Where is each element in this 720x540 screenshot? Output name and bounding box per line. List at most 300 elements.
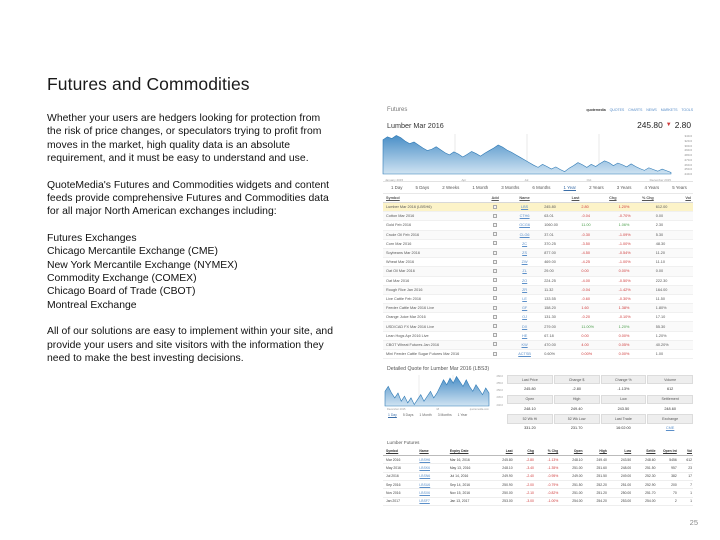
x-tick: Apr — [461, 178, 467, 182]
cell-last: 29.00 — [544, 267, 581, 276]
cell-name[interactable]: KW — [507, 340, 544, 349]
stat-value: 16:02:00 — [615, 426, 631, 431]
cell-last: 63.01 — [544, 212, 581, 221]
col-pct[interactable]: % Chg — [619, 194, 656, 203]
futures-col-chg[interactable]: Chg — [514, 447, 535, 456]
futures-cell: 245.80 — [489, 455, 513, 463]
cell-symbol: Gold Feb 2016 — [383, 221, 485, 230]
cell-symbol: Soybeans Mar 2016 — [383, 248, 485, 257]
futures-cell: 249.00 — [608, 472, 632, 480]
futures-cell: 253.00 — [608, 497, 632, 505]
mini-chart-range-selector[interactable] — [385, 411, 503, 417]
cell-volume: 11.20 — [656, 248, 693, 257]
cell-change: -4.00 — [581, 276, 618, 285]
stat-label: Change % — [601, 375, 647, 384]
detail-quote-body — [383, 375, 693, 433]
range-option-1-year[interactable]: 1 Year — [563, 185, 576, 190]
cell-name[interactable]: ZS — [507, 248, 544, 257]
futures-cell: 248.10 — [559, 455, 583, 463]
y-tick: 245.0 — [496, 396, 503, 400]
cell-percent: -0.70% — [619, 212, 656, 221]
cell-percent: -0.30% — [619, 294, 656, 303]
y-tick: 320.0 — [684, 138, 692, 143]
mini-range-option-1-month[interactable]: 1 Month — [419, 413, 432, 418]
futures-cell: 5456 — [657, 455, 678, 463]
cell-last: 0.60% — [544, 350, 581, 359]
add-checkbox[interactable] — [485, 258, 507, 267]
cell-symbol: USD/CAD FX Mar 2016 Live — [383, 322, 485, 331]
cell-symbol: Lumber Mar 2016 (LBSH6) — [383, 203, 485, 212]
y-tick: 240.0 — [496, 403, 503, 407]
main-chart-area — [383, 134, 671, 178]
cell-change: 0.00 — [581, 267, 618, 276]
table-row[interactable] — [383, 455, 693, 463]
cell-change: 2.80 — [581, 203, 618, 212]
futures-cell: -0.82% — [535, 489, 559, 497]
cell-name[interactable]: ZO — [507, 276, 544, 285]
detail-quote-title: Detailed Quote for Lumber Mar 2016 (LBS3) — [387, 366, 490, 373]
table-row[interactable] — [383, 276, 693, 285]
add-checkbox[interactable] — [485, 313, 507, 322]
futures-cell: 23 — [678, 464, 693, 472]
futures-cell: 251.60 — [584, 464, 608, 472]
futures-col-open-int[interactable]: Open Int — [657, 447, 678, 456]
futures-cell: 250.90 — [489, 481, 513, 489]
widget-module-label: Futures — [387, 107, 408, 113]
cell-symbol: CBOT Wheat Futures Jan 2016 — [383, 340, 485, 349]
quote-change: 2.80 — [674, 120, 691, 130]
stat-label: Last Trade — [601, 414, 647, 423]
futures-cell: May 13, 2016 — [447, 464, 490, 472]
main-chart-y-axis — [673, 134, 693, 181]
cell-percent: -0.54% — [619, 248, 656, 257]
mini-range-option-3-months[interactable]: 3 Months — [437, 413, 452, 418]
futures-cell: -3.00 — [514, 497, 535, 505]
futures-cell: 252.20 — [584, 481, 608, 489]
cell-percent: -1.09% — [619, 230, 656, 239]
stat-value: 249.40 — [570, 406, 583, 411]
list-item: Commodity Exchange (COMEX) — [47, 273, 197, 285]
cell-volume: 40.20% — [656, 340, 693, 349]
futures-cell: Mar 16, 2016 — [447, 455, 490, 463]
futures-cell: 957 — [657, 464, 678, 472]
cell-volume: 11.10 — [656, 258, 693, 267]
stat-label: Low — [601, 395, 647, 404]
table-row[interactable] — [383, 489, 693, 497]
slide-text-column — [47, 74, 334, 379]
cell-name[interactable]: GCG6 — [507, 221, 544, 230]
cell-name[interactable]: LBS — [507, 203, 544, 212]
table-header-row — [383, 194, 693, 203]
futures-cell: 612 — [678, 455, 693, 463]
futures-col-symbol[interactable]: Symbol — [383, 447, 416, 456]
y-tick: 280.0 — [684, 153, 692, 157]
futures-cell: 251.20 — [584, 489, 608, 497]
futures-cell: 251.50 — [559, 481, 583, 489]
cell-percent: 1.20% — [619, 322, 656, 331]
cell-name[interactable]: ZR — [507, 285, 544, 294]
stat-value[interactable]: CME — [665, 426, 675, 431]
futures-cell: 17 — [678, 472, 693, 480]
add-checkbox[interactable] — [485, 285, 507, 294]
range-option-1-day[interactable]: 1 Day — [391, 185, 403, 190]
futures-cell: 249.40 — [584, 455, 608, 463]
range-option-5-years[interactable]: 5 Years — [672, 185, 687, 190]
cell-symbol: Feeder Cattle Mar 2016 Live — [383, 304, 485, 313]
col-chg[interactable]: Chg — [581, 194, 618, 203]
quote-symbol-name: Lumber Mar 2016 — [387, 121, 444, 130]
x-tick: December 2015 — [649, 178, 671, 182]
intro-paragraph: Whether your users are hedgers looking for protection from the risk of price changes, or speculators trying to profit from moves in the market, high quality data is an absolute requirement, and it must be easy to understand and use. — [47, 113, 322, 165]
futures-cell: 254.00 — [559, 497, 583, 505]
y-tick: 240.0 — [684, 172, 692, 176]
table-row[interactable] — [383, 248, 693, 257]
widget-nav — [586, 108, 693, 112]
cell-last: 279.00 — [544, 322, 581, 331]
main-chart-x-axis — [385, 178, 671, 182]
futures-cell: 249.90 — [489, 472, 513, 480]
cell-change: -0.04 — [581, 285, 618, 294]
futures-cell: Nov 15, 2016 — [447, 489, 490, 497]
cell-symbol: Live Cattle Feb 2016 — [383, 294, 485, 303]
add-checkbox[interactable] — [485, 203, 507, 212]
stat-value: 331.20 — [524, 426, 536, 431]
add-checkbox[interactable] — [485, 239, 507, 248]
add-checkbox[interactable] — [485, 267, 507, 276]
futures-cell: 251.70 — [632, 489, 656, 497]
x-caption-right: quotemedia.com — [469, 408, 489, 412]
futures-widget-screenshot — [383, 106, 693, 504]
col-name[interactable]: Name — [507, 194, 544, 203]
futures-cell: 382 — [657, 472, 678, 480]
cell-symbol: Lean Hogs Apr 2016 Live — [383, 331, 485, 340]
nav-link-charts[interactable]: CHARTS — [628, 108, 643, 112]
closing-paragraph: All of our solutions are easy to implement within your site, and provide your users and site visitors with the information they need to make the best investing decisions. — [47, 326, 334, 365]
cell-name[interactable]: LE — [507, 294, 544, 303]
cell-change: -4.50 — [581, 248, 618, 257]
y-tick: 250.0 — [684, 167, 692, 172]
cell-percent: -0.10% — [619, 313, 656, 322]
nav-link-quotes[interactable]: QUOTES — [609, 108, 625, 112]
table-row[interactable] — [383, 340, 693, 349]
range-option-3-months[interactable]: 3 Months — [501, 185, 520, 190]
add-checkbox[interactable] — [485, 340, 507, 349]
cell-change: -4.25 — [581, 258, 618, 267]
futures-cell: LBSU6 — [416, 481, 446, 489]
cell-symbol: Wheat Mar 2016 — [383, 258, 485, 267]
table-row[interactable] — [383, 267, 693, 276]
mini-chart-area — [385, 375, 489, 411]
futures-col-high[interactable]: High — [584, 447, 608, 456]
futures-cell: LBSK6 — [416, 464, 446, 472]
table-row[interactable] — [383, 313, 693, 322]
nav-link-tools[interactable]: TOOLS — [681, 108, 693, 112]
cell-symbol: Mini Feeder Cattle Sugar Futures Mar 2016 — [383, 350, 485, 359]
add-checkbox[interactable] — [485, 331, 507, 340]
cell-symbol: Oat Mar 2016 — [383, 276, 485, 285]
cell-volume: 55.30 — [656, 322, 693, 331]
cell-last: 37.01 — [544, 230, 581, 239]
table-row[interactable] — [383, 472, 693, 480]
y-tick: 255.0 — [496, 382, 503, 386]
futures-cell: 248.00 — [608, 464, 632, 472]
futures-cell: 1 — [678, 489, 693, 497]
stat-label: Last Price — [507, 375, 553, 384]
range-option-1-month[interactable]: 1 Month — [472, 185, 489, 190]
futures-cell: 251.00 — [608, 481, 632, 489]
futures-cell: 251.00 — [559, 464, 583, 472]
cell-percent: -1.00% — [619, 239, 656, 248]
futures-cell: Nov 2016 — [383, 489, 416, 497]
futures-col-vol[interactable]: Vol — [678, 447, 693, 456]
futures-cell: 249.00 — [559, 472, 583, 480]
table-row[interactable] — [383, 221, 693, 230]
mini-chart-x-axis — [387, 408, 489, 411]
stat-label: 52 Wk Low — [554, 414, 600, 423]
chart-range-selector[interactable] — [383, 182, 693, 194]
futures-cell: LBSH6 — [416, 455, 446, 463]
cell-change: -3.50 — [581, 239, 618, 248]
futures-cell: -3.40 — [514, 464, 535, 472]
cell-name[interactable]: DX — [507, 322, 544, 331]
range-option-4-years[interactable]: 4 Years — [644, 185, 660, 190]
mini-range-option-1-day[interactable]: 1 Day — [388, 413, 397, 418]
cell-volume: 164.00 — [656, 285, 693, 294]
cell-volume: 2.30 — [656, 221, 693, 230]
cell-symbol: Orange Juice Mar 2016 — [383, 313, 485, 322]
cell-symbol: Cotton Mar 2016 — [383, 212, 485, 221]
futures-cell: Jan 2017 — [383, 497, 416, 505]
widget-topbar — [383, 106, 693, 119]
table-row[interactable] — [383, 304, 693, 313]
cell-last: 245.80 — [544, 203, 581, 212]
futures-col-low[interactable]: Low — [608, 447, 632, 456]
x-caption-left: December 2015 — [387, 408, 406, 412]
table-row[interactable] — [383, 212, 693, 221]
list-item: New York Mercantile Exchange (NYMEX) — [47, 259, 238, 271]
cell-volume: 0.00 — [656, 267, 693, 276]
cell-volume: 222.30 — [656, 276, 693, 285]
futures-cell: -1.35% — [535, 464, 559, 472]
futures-cell: -2.80 — [514, 455, 535, 463]
cell-percent: 1.38% — [619, 304, 656, 313]
futures-cell: Jul 14, 2016 — [447, 472, 490, 480]
cell-percent: -1.00% — [619, 258, 656, 267]
stat-label: Change $ — [554, 375, 600, 384]
cell-last: 370.25 — [544, 239, 581, 248]
futures-cell: 250.00 — [489, 489, 513, 497]
range-option-2-weeks[interactable]: 2 Weeks — [442, 185, 460, 190]
col-add[interactable]: Add — [485, 194, 507, 203]
table-row[interactable] — [383, 331, 693, 340]
table-row[interactable] — [383, 203, 693, 212]
cell-name[interactable]: ZL — [507, 267, 544, 276]
y-tick: 300.0 — [684, 143, 692, 148]
add-checkbox[interactable] — [485, 322, 507, 331]
cell-last: 469.00 — [544, 258, 581, 267]
list-item: Chicago Board of Trade (CBOT) — [47, 286, 196, 298]
stat-value: -1.13% — [617, 387, 630, 392]
add-checkbox[interactable] — [485, 294, 507, 303]
stat-label: Open — [507, 395, 553, 404]
table-row[interactable] — [383, 258, 693, 267]
cell-symbol: Rough Rice Jan 2016 — [383, 285, 485, 294]
futures-cell: 248.10 — [489, 464, 513, 472]
cell-percent: 1.06% — [619, 221, 656, 230]
cell-name[interactable]: ZW — [507, 258, 544, 267]
down-triangle-icon: ▼ — [665, 122, 672, 128]
exchange-list — [47, 232, 334, 312]
range-option-6-months[interactable]: 6 Months — [532, 185, 551, 190]
stat-label: Settlement — [647, 395, 693, 404]
futures-cell: Jul 2016 — [383, 472, 416, 480]
nav-link-news[interactable]: NEWS — [646, 108, 657, 112]
cell-last: 877.00 — [544, 248, 581, 257]
add-checkbox[interactable] — [485, 221, 507, 230]
cell-change: 0.00% — [581, 350, 618, 359]
table-row[interactable] — [383, 350, 693, 359]
cell-name[interactable]: ACTSB — [507, 350, 544, 359]
futures-cell: Sep 14, 2016 — [447, 481, 490, 489]
slide-page-number: 25 — [689, 518, 698, 527]
mini-range-option-1-year[interactable]: 1 Year — [457, 413, 468, 418]
range-option-2-years[interactable]: 2 Years — [589, 185, 604, 190]
futures-col-open[interactable]: Open — [559, 447, 583, 456]
cell-name[interactable]: CLG6 — [507, 230, 544, 239]
nav-link-markets[interactable]: MARKETS — [660, 108, 678, 112]
cell-change: -0.60 — [581, 294, 618, 303]
range-option-3-years[interactable]: 3 Years — [616, 185, 632, 190]
cell-last: 1060.00 — [544, 221, 581, 230]
futures-cell: 252.30 — [632, 472, 656, 480]
futures-cell: -2.00 — [514, 481, 535, 489]
futures-col-name[interactable]: Name — [416, 447, 446, 456]
futures-cell: 251.50 — [632, 464, 656, 472]
futures-cell: 1 — [678, 497, 693, 505]
futures-cell: 253.00 — [489, 497, 513, 505]
add-checkbox[interactable] — [485, 230, 507, 239]
table-row[interactable] — [383, 322, 693, 331]
mini-range-option-5-days[interactable]: 5 Days — [402, 413, 414, 418]
futures-cell: 243.50 — [608, 455, 632, 463]
add-checkbox[interactable] — [485, 350, 507, 359]
stat-label: 52 Wk Hi — [507, 414, 553, 423]
futures-cell: LBSN6 — [416, 472, 446, 480]
add-checkbox[interactable] — [485, 304, 507, 313]
stat-value: 612 — [666, 387, 674, 392]
futures-col--chg[interactable]: % Chg — [535, 447, 559, 456]
stat-value: 243.50 — [617, 406, 630, 411]
futures-cell: -0.95% — [535, 472, 559, 480]
futures-col-settle[interactable]: Settle — [632, 447, 656, 456]
y-tick: 260.0 — [684, 162, 692, 167]
cell-volume: 5.30 — [656, 230, 693, 239]
movers-table — [383, 194, 693, 359]
product-paragraph: QuoteMedia's Futures and Commodities widgets and content feeds provide comprehensive Futures and Commodities data for all major North American exchanges including: — [47, 179, 330, 218]
stat-value: 245.80 — [524, 387, 536, 392]
add-checkbox[interactable] — [485, 276, 507, 285]
cell-symbol: Oat Oil Mar 2016 — [383, 267, 485, 276]
list-item: Chicago Mercantile Exchange (CME) — [47, 246, 218, 258]
brand-logo: quotemedia — [586, 108, 606, 112]
x-tick: Jul — [524, 178, 529, 182]
futures-col-last[interactable]: Last — [489, 447, 513, 456]
detail-mini-chart[interactable] — [385, 375, 503, 411]
cell-name[interactable]: CTH6 — [507, 212, 544, 221]
x-tick: January 2015 — [385, 178, 404, 182]
table-row[interactable] — [383, 285, 693, 294]
col-last[interactable]: Last — [544, 194, 581, 203]
cell-volume: 17.10 — [656, 313, 693, 322]
cell-volume: 612.00 — [656, 203, 693, 212]
quote-price-block — [637, 120, 691, 130]
stat-label: High — [554, 395, 600, 404]
col-vol[interactable]: Vol — [656, 194, 693, 203]
y-tick: 260.0 — [496, 375, 503, 379]
cell-last: 470.00 — [544, 340, 581, 349]
cell-volume: 1.20% — [656, 331, 693, 340]
cell-percent: 1.20% — [619, 203, 656, 212]
cell-volume: 0.00 — [656, 212, 693, 221]
futures-cell: -2.10 — [514, 489, 535, 497]
table-row[interactable] — [383, 481, 693, 489]
cell-name[interactable]: ZC — [507, 239, 544, 248]
cell-percent: -1.42% — [619, 285, 656, 294]
cell-name[interactable]: OJ — [507, 313, 544, 322]
table-row[interactable] — [383, 497, 693, 505]
cell-name[interactable]: GF — [507, 304, 544, 313]
futures-cell: -2.40 — [514, 472, 535, 480]
table-row[interactable] — [383, 294, 693, 303]
cell-last: 224.25 — [544, 276, 581, 285]
range-option-5-days[interactable]: 5 Days — [415, 185, 430, 190]
cell-last: 131.30 — [544, 313, 581, 322]
cell-percent: 0.00% — [619, 331, 656, 340]
cell-change: -0.20 — [581, 313, 618, 322]
list-item: Futures Exchanges — [47, 232, 137, 244]
futures-col-expiry-date[interactable]: Expiry Date — [447, 447, 490, 456]
main-price-chart[interactable] — [383, 134, 693, 182]
futures-cell: LBSX6 — [416, 489, 446, 497]
cell-change: -0.30 — [581, 230, 618, 239]
futures-cell: 7 — [678, 481, 693, 489]
col-symbol[interactable]: Symbol — [383, 194, 485, 203]
y-tick: 250.0 — [496, 389, 503, 393]
cell-name[interactable]: HE — [507, 331, 544, 340]
table-row[interactable] — [383, 239, 693, 248]
futures-cell: -1.00% — [535, 497, 559, 505]
cell-last: 11.32 — [544, 285, 581, 294]
stat-value: -2.80 — [572, 387, 581, 392]
futures-cell: 254.20 — [584, 497, 608, 505]
futures-cell: -1.13% — [535, 455, 559, 463]
x-tick: 18 — [436, 408, 440, 412]
page-title: Futures and Commodities — [47, 74, 250, 94]
cell-symbol: Crude Oil Feb 2016 — [383, 230, 485, 239]
futures-cell: 250.00 — [608, 489, 632, 497]
table-row[interactable] — [383, 230, 693, 239]
add-checkbox[interactable] — [485, 248, 507, 257]
table-row[interactable] — [383, 464, 693, 472]
futures-cell: 254.00 — [632, 497, 656, 505]
y-tick: 270.0 — [684, 157, 692, 162]
add-checkbox[interactable] — [485, 212, 507, 221]
futures-list-table — [383, 447, 693, 506]
stat-value: 248.60 — [664, 406, 676, 411]
futures-cell: 251.50 — [584, 472, 608, 480]
futures-cell: 248.60 — [632, 455, 656, 463]
y-tick: 290.0 — [684, 148, 692, 153]
